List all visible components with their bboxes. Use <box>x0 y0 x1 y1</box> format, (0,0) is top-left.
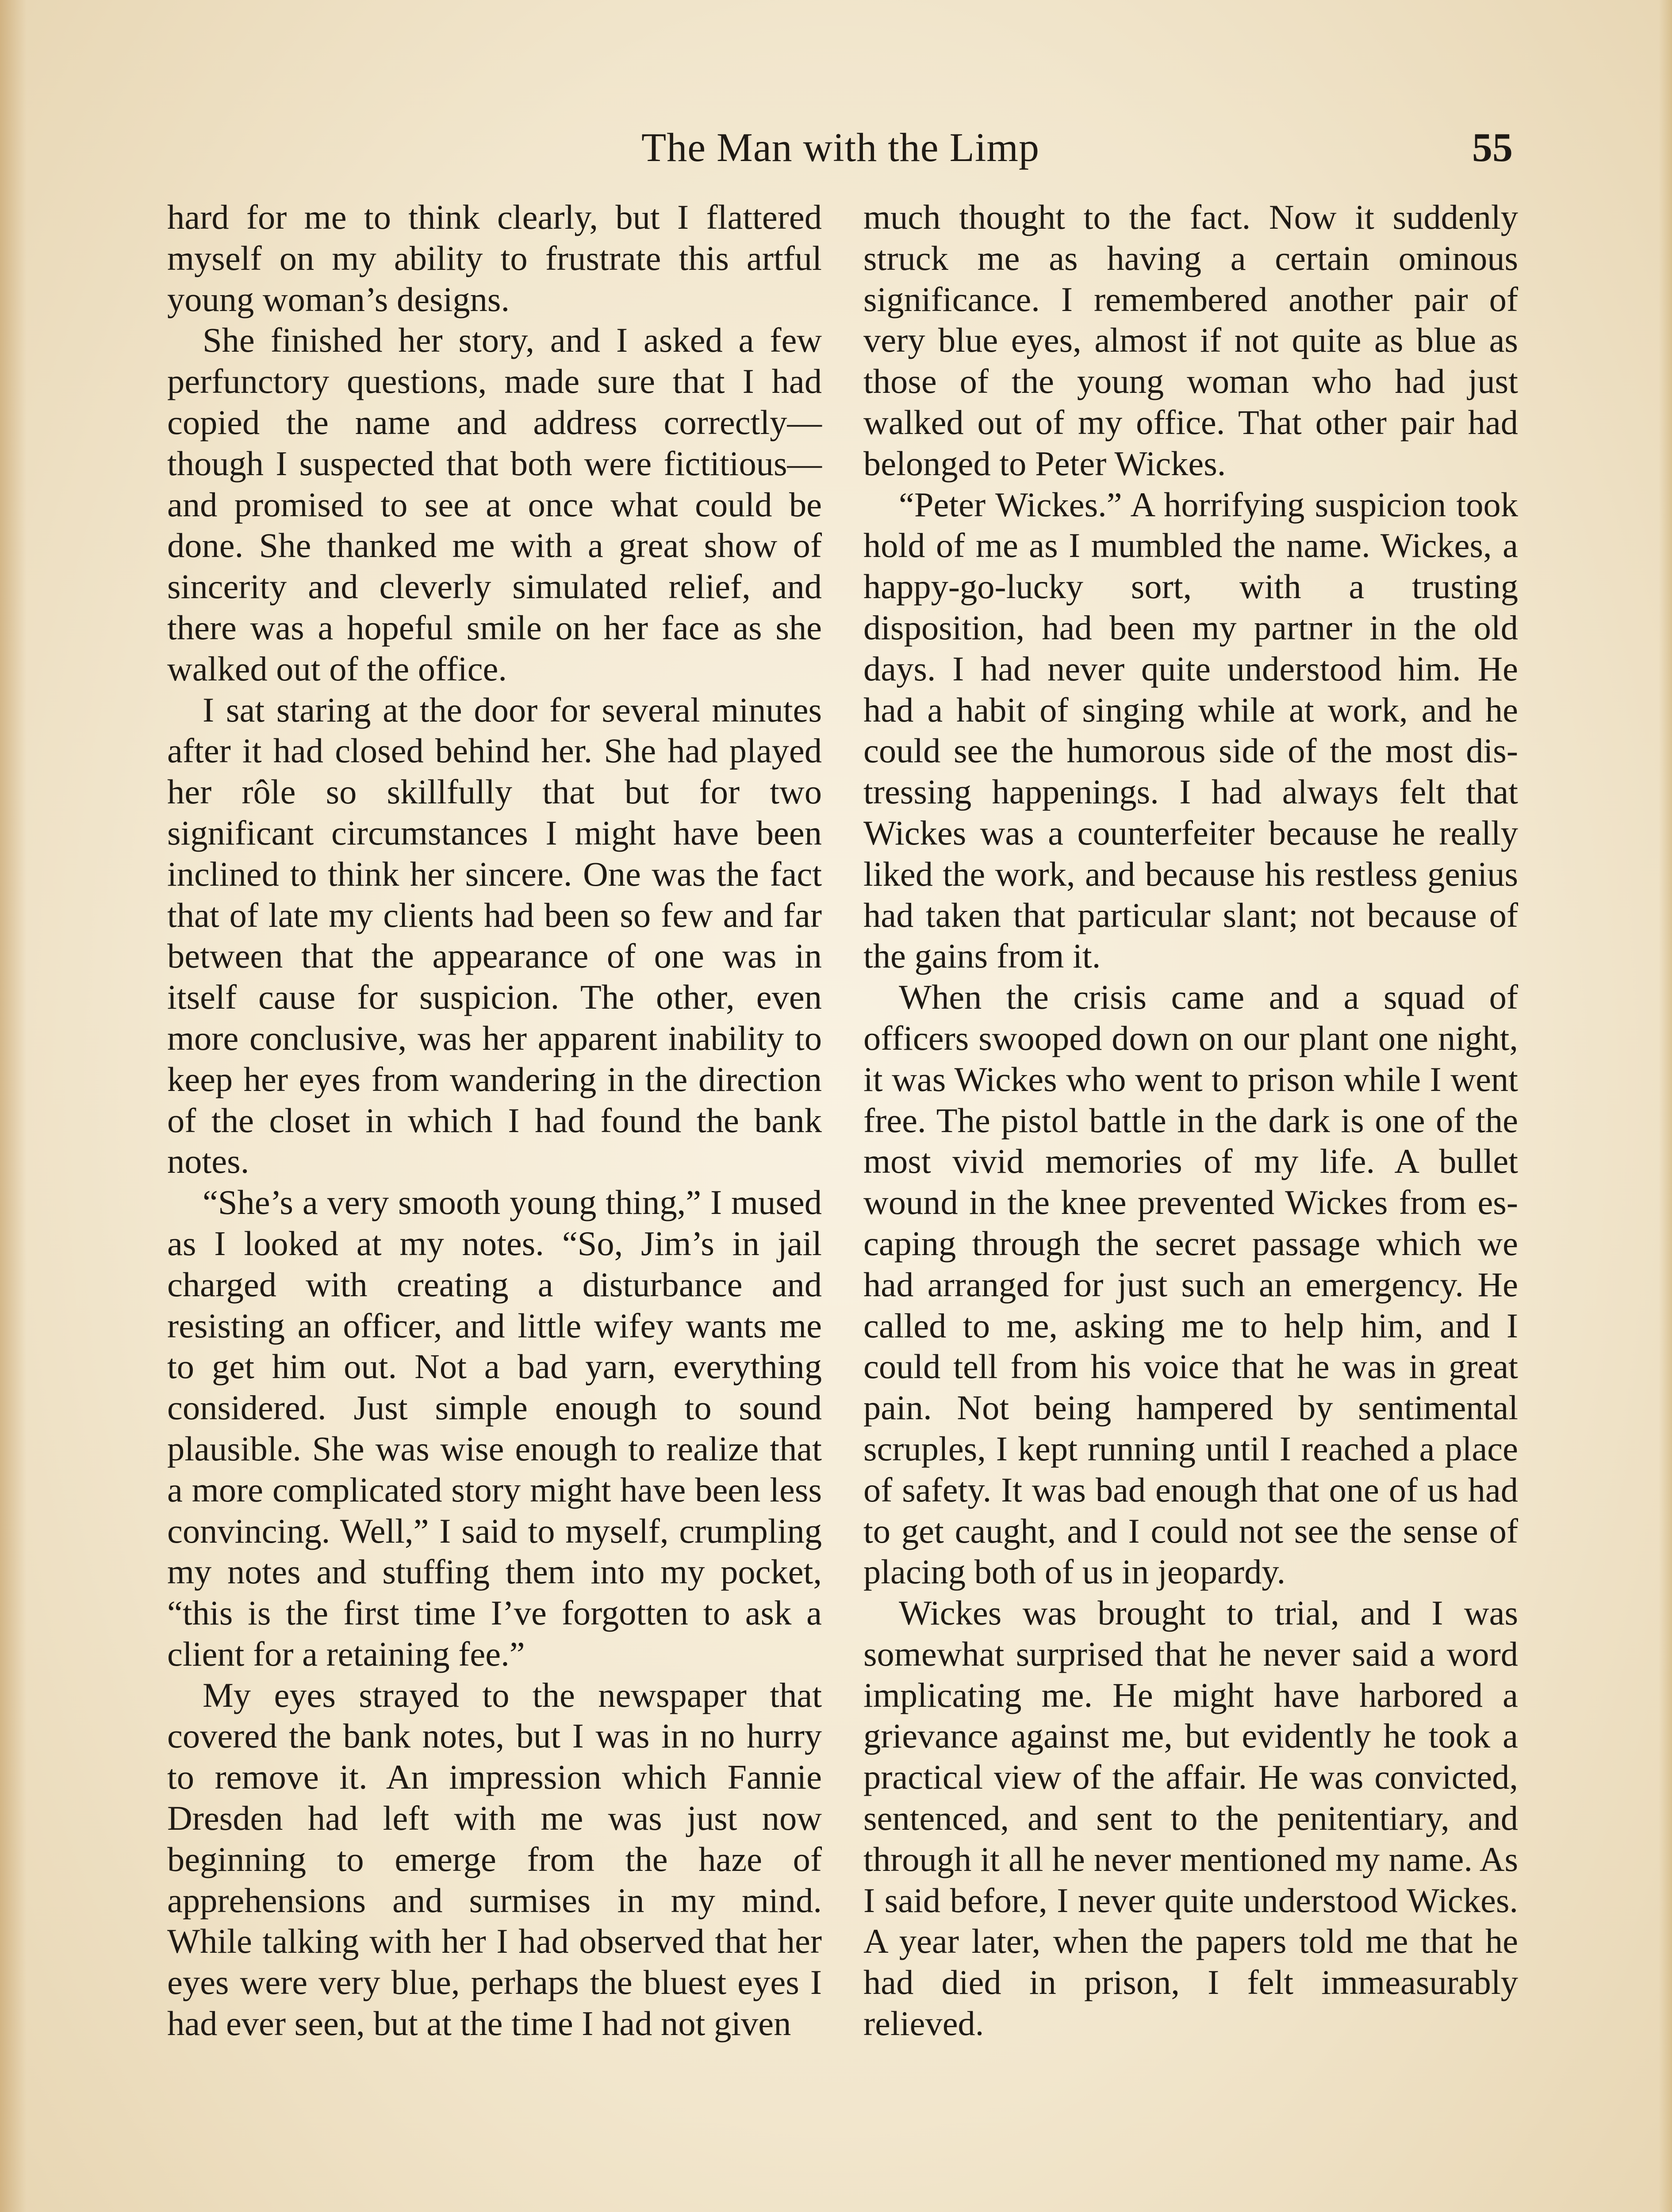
paper-edge-left <box>0 0 27 2212</box>
paragraph: When the crisis came and a squad of officers swooped down on our plant one night, it was Wickes who went to prison while I went free. The pistol battle in the dark is one of the most vivid memories of my life. A bullet wound in the knee prevented Wickes from escaping through the secret passage which we had arranged for just such an emergency. He called to me, asking me to help him, and I could tell from his voice that he was in great pain. Not being hampered by sentimental scruples, I kept running until I reached a place of safety. It was bad enough that one of us had to get caught, and I could not see the sense of placing both of us in jeopardy. <box>863 978 1518 1591</box>
page-number: 55 <box>1472 125 1513 170</box>
paragraph: I sat staring at the door for several minutes after it had closed behind her. She had played her rôle so skillfully that but for two significant circumstances I might have been inclined to think her sincere. One was the fact that of late my clients had been so few and far between that the appearance of one was in itself cause for suspicion. The other, even more conclusive, was her apparent inability to keep her eyes from wandering in the direction of the closet in which I had found the bank notes. <box>167 690 822 1181</box>
page-header <box>168 119 1513 176</box>
left-column <box>167 197 822 2044</box>
paragraph: Wickes was brought to trial, and I was somewhat surprised that he never said a word implicating me. He might have harbored a grievance against me, but evidently he took a practical view of the affair. He was convicted, sentenced, and sent to the penitentiary, and through it all he never mentioned my name. As I said before, I never quite understood Wickes. A year later, when the papers told me that he had died in prison, I felt immeasurably relieved. <box>863 1594 1518 2043</box>
paragraph: My eyes strayed to the newspaper that covered the bank notes, but I was in no hurry to remove it. An impression which Fannie Dresden had left with me was just now beginning to emerge from the haze of apprehensions and surmises in my mind. While talking with her I had observed that her eyes were very blue, perhaps the bluest eyes I had ever seen, but at the time I had not given <box>167 1675 822 2043</box>
paragraph: “Peter Wickes.” A horrifying suspicion took hold of me as I mumbled the name. Wickes, a happy-go-lucky sort, with a trusting disposition, had been my partner in the old days. I had never quite understood him. He had a habit of singing while at work, and he could see the humorous side of the most distressing happenings. I had always felt that Wickes was a counterfeiter because he really liked the work, and because his restless genius had taken that particular slant; not because of the gains from it. <box>863 485 1518 975</box>
paragraph: She finished her story, and I asked a few perfunctory questions, made sure that I had copied the name and address correctly—though I suspected that both were fictitious—and promised to see at once what could be done. She thanked me with a great show of sincerity and cleverly simulated relief, and there was a hopeful smile on her face as she walked out of the office. <box>167 321 822 688</box>
running-title: The Man with the Limp <box>641 125 1039 170</box>
paper-edge-right <box>1659 0 1672 2212</box>
paragraph: much thought to the fact. Now it suddenly struck me as having a certain ominous significance. I remembered another pair of very blue eyes, almost if not quite as blue as those of the young woman who had just walked out of my office. That other pair had belonged to Peter Wickes. <box>863 198 1518 483</box>
paragraph: hard for me to think clearly, but I flattered myself on my ability to frustrate this artful young woman’s designs. <box>167 198 822 319</box>
right-column <box>863 197 1518 2044</box>
paragraph: “She’s a very smooth young thing,” I mused as I looked at my notes. “So, Jim’s in jail charged with creating a disturbance and resisting an officer, and little wifey wants me to get him out. Not a bad yarn, everything considered. Just simple enough to sound plausible. She was wise enough to realize that a more complicated story might have been less convincing. Well,” I said to myself, crumpling my notes and stuffing them into my pocket, “this is the first time I’ve forgotten to ask a client for a retaining fee.” <box>167 1183 822 1673</box>
